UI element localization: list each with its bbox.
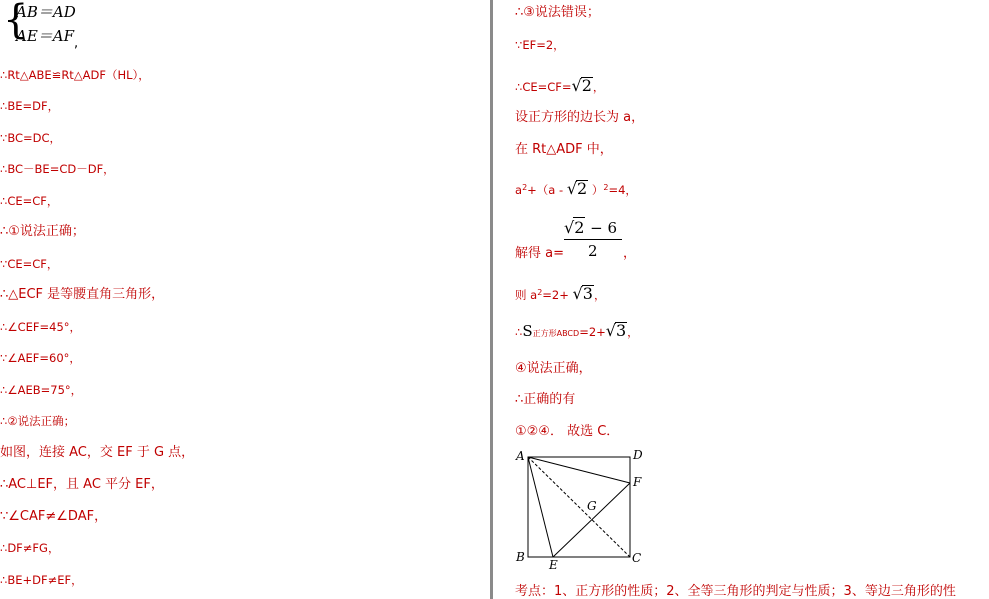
equation-ae-af: AE＝AF <box>16 27 75 45</box>
left-column <box>0 0 490 599</box>
segment-af <box>528 457 630 483</box>
proof-line: ④说法正确， <box>515 361 592 376</box>
knowledge-points-footer: 考点：1、正方形的性质；2、全等三角形的判定与性质；3、等边三角形的性 <box>515 584 956 599</box>
label-g: G <box>587 499 597 513</box>
right-column <box>493 0 989 599</box>
segment-ae <box>528 457 553 557</box>
label-a: A <box>516 449 525 463</box>
proof-line: ∴BE+DF≠EF， <box>0 573 83 587</box>
left-brace: { <box>3 0 29 43</box>
proof-line: 设正方形的边长为 a， <box>515 110 645 125</box>
area-line: ∴S正方形ABCD=2+√3， <box>515 321 639 340</box>
proof-line: ∵∠AEF=60°， <box>0 351 81 365</box>
ce-cf-line: ∴CE=CF=√2， <box>515 76 605 95</box>
proof-line: ∴DF≠FG， <box>0 541 60 555</box>
proof-line: ∴CE=CF， <box>0 194 59 208</box>
solve-label: 解得 a= <box>515 246 564 261</box>
proof-line: ①②④． 故选 C． <box>515 424 620 439</box>
diagonal-ac <box>528 457 630 557</box>
proof-line: ∴BE=DF， <box>0 99 60 113</box>
label-c: C <box>632 551 642 565</box>
square-figure <box>511 448 651 572</box>
solution-fraction: √2 − 6 2 <box>564 217 624 262</box>
proof-line: ∵∠CAF≠∠DAF， <box>0 509 108 524</box>
proof-line: ∴③说法错误； <box>515 5 600 20</box>
proof-line: 如图，连接 AC，交 EF 于 G 点， <box>0 445 195 460</box>
proof-line: ∴AC⊥EF，且 AC 平分 EF， <box>0 477 164 492</box>
proof-line: ∴正确的有 <box>515 392 576 407</box>
a-squared-line: 则 $a^2=2+ √3$， <box>515 284 606 303</box>
label-d: D <box>633 448 643 462</box>
proof-line: ∴△ECF 是等腰直角三角形， <box>0 287 165 302</box>
sqrt-2: √2 <box>566 179 588 198</box>
label-e: E <box>549 558 558 572</box>
label-b: B <box>516 550 525 564</box>
label-f: F <box>633 475 642 489</box>
proof-line: ∴∠AEB=75°， <box>0 383 83 397</box>
equation-ab-ad: AB＝AD <box>16 3 76 21</box>
proof-line: ∴②说法正确； <box>0 414 76 428</box>
proof-line: ∵EF=2， <box>515 38 565 52</box>
sqrt-2: √2 <box>571 76 592 95</box>
sqrt-3: √3 <box>572 284 593 303</box>
system-trailing-comma: , <box>74 36 79 51</box>
proof-line: ∵BC=DC， <box>0 131 62 145</box>
proof-line: ∴Rt△ABE≌Rt△ADF（HL）， <box>0 68 150 82</box>
proof-line: ∵CE=CF， <box>0 257 59 271</box>
proof-line: ∴∠CEF=45°， <box>0 320 82 334</box>
solve-trail: ， <box>623 246 637 261</box>
equation-system <box>0 0 100 50</box>
pythagoras-line: $a^2+(a - √2$ ）$^2$=4， <box>515 179 637 198</box>
proof-line: ∴BC－BE=CD－DF， <box>0 162 115 176</box>
sqrt-3: √3 <box>605 321 627 340</box>
proof-line: ∴①说法正确； <box>0 224 85 239</box>
proof-line: 在 Rt△ADF 中， <box>515 142 613 157</box>
